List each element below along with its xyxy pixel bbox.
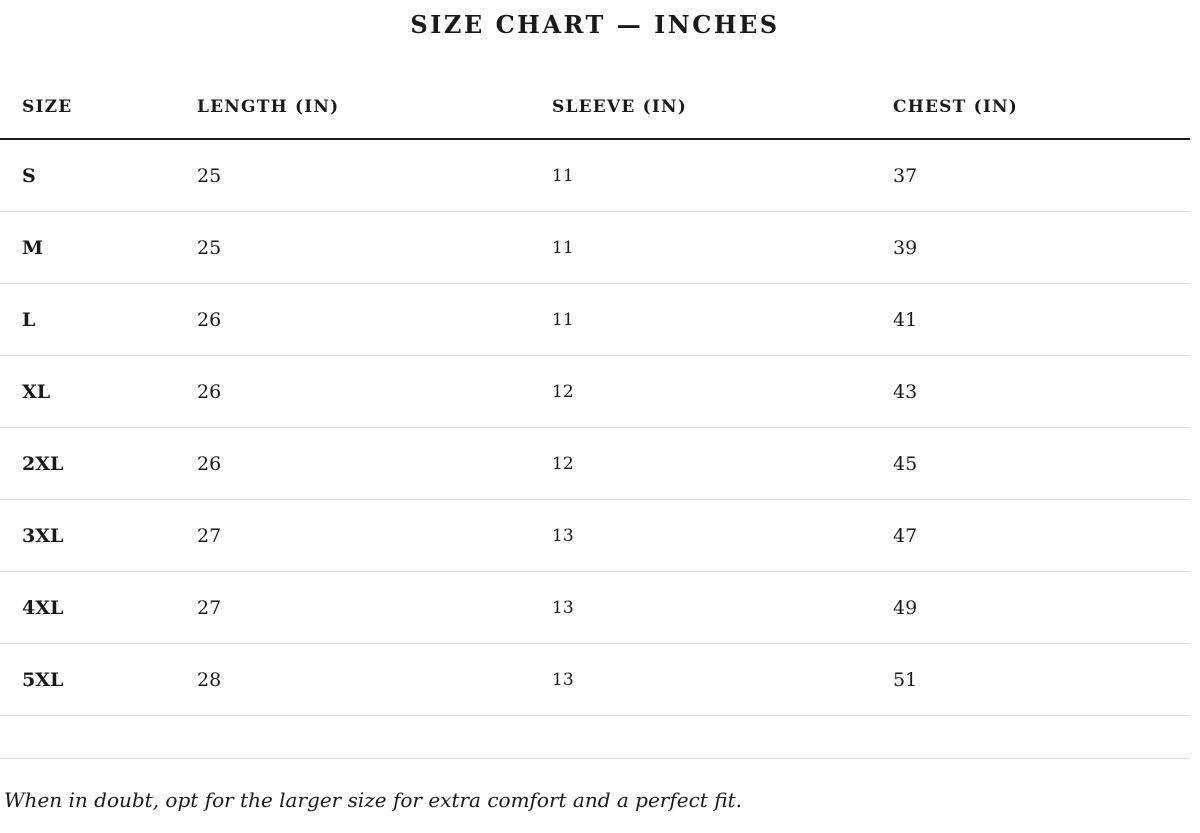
size-value: S xyxy=(22,164,36,187)
table-row xyxy=(0,212,1190,284)
table-row xyxy=(0,644,1190,716)
length-value: 25 xyxy=(197,164,222,187)
size-value: 5XL xyxy=(22,668,64,691)
sleeve-value: 12 xyxy=(552,453,574,474)
header-sleeve: SLEEVE (IN) xyxy=(552,97,687,117)
table-row xyxy=(0,140,1190,212)
size-chart-table xyxy=(0,70,1190,759)
size-value: M xyxy=(22,236,44,259)
chest-value: 39 xyxy=(893,236,918,259)
size-value: XL xyxy=(22,380,51,403)
length-value: 27 xyxy=(197,596,222,619)
table-row xyxy=(0,428,1190,500)
chest-value: 45 xyxy=(893,452,918,475)
chest-value: 41 xyxy=(893,308,918,331)
chest-value: 49 xyxy=(893,596,918,619)
chest-value: 43 xyxy=(893,380,918,403)
chest-value: 51 xyxy=(893,668,918,691)
table-row xyxy=(0,500,1190,572)
size-value: 4XL xyxy=(22,596,64,619)
length-value: 26 xyxy=(197,380,222,403)
sleeve-value: 13 xyxy=(552,669,574,690)
chest-value: 47 xyxy=(893,524,918,547)
table-header xyxy=(0,70,1190,140)
sleeve-value: 13 xyxy=(552,597,574,618)
length-value: 26 xyxy=(197,308,222,331)
size-value: L xyxy=(22,308,36,331)
size-value: 3XL xyxy=(22,524,64,547)
sleeve-value: 12 xyxy=(552,381,574,402)
page-title: SIZE CHART — INCHES xyxy=(410,10,780,39)
size-value: 2XL xyxy=(22,452,64,475)
table-footer-divider xyxy=(0,716,1190,759)
sleeve-value: 11 xyxy=(552,237,574,258)
sleeve-value: 11 xyxy=(552,309,574,330)
length-value: 25 xyxy=(197,236,222,259)
header-size: SIZE xyxy=(22,97,73,117)
header-chest: CHEST (IN) xyxy=(893,97,1018,117)
length-value: 28 xyxy=(197,668,222,691)
table-row xyxy=(0,356,1190,428)
length-value: 26 xyxy=(197,452,222,475)
fit-advice-note: When in doubt, opt for the larger size for extra comfort and a perfect fit. xyxy=(4,788,742,812)
chest-value: 37 xyxy=(893,164,918,187)
length-value: 27 xyxy=(197,524,222,547)
header-length: LENGTH (IN) xyxy=(197,97,340,117)
table-row xyxy=(0,572,1190,644)
sleeve-value: 11 xyxy=(552,165,574,186)
table-row xyxy=(0,284,1190,356)
sleeve-value: 13 xyxy=(552,525,574,546)
